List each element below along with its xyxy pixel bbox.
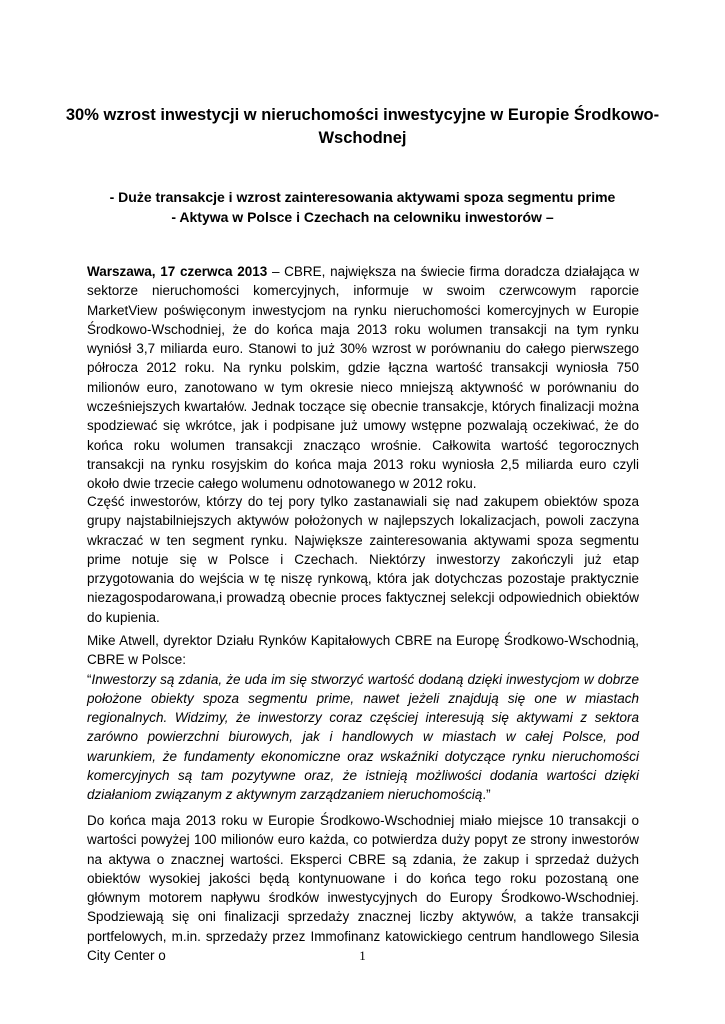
document-title: 30% wzrost inwestycji w nieruchomości inwestycyjne w Europie Środkowo-Wschodnej — [65, 106, 660, 147]
document-subtitle — [60, 187, 665, 227]
subtitle-line-1: - Duże transakcje i wzrost zainteresowania aktywami spoza segmentu prime — [109, 189, 616, 205]
paragraph-2: Część inwestorów, którzy do tej pory tylko zastanawiali się nad zakupem obiektów spoza grupy najstabilniejszych aktywów położonych w najlepszych lokalizacjach, powoli zaczyna wkraczać w ten segment rynku. Największe zainteresowania aktywami spoza segmentu prime notuje się w Polsce i Czechach. Niektórzy inwestorzy zakończyli już etap przygotowania do wejścia w tę niszę rynkową, która jak dotychczas pozostaje praktycznie niezagospodarowana,i prowadzą obecnie proces faktycznej selekcji odpowiednich obiektów do kupienia. — [87, 494, 639, 625]
dateline: Warszawa, 17 czerwca 2013 — [87, 264, 268, 279]
page-number: 1 — [359, 948, 366, 963]
paragraph-4: Do końca maja 2013 roku w Europie Środkowo-Wschodniej miało miejsce 10 transakcji o wartości powyżej 100 milionów euro każda, co potwierdza duży popyt ze strony inwestorów na aktywa o znacznej wartości. Eksperci CBRE są zdania, że zakup i sprzedaż dużych obiektów wysokiej jakości będą kontynuowane i do końca tego roku pozostaną one głównym motorem napływu środków inwestycyjnych do Europy Środkowo-Wschodniej. Spodziewają się oni finalizacji sprzedaży znacznej liczby aktywów, a także transakcji portfelowych, m.in. sprzedaży przez Immofinanz katowickiego centrum handlowego Silesia City Center o — [87, 813, 639, 964]
subtitle-line-2: - Aktywa w Polsce i Czechach na celowniku inwestorów – — [171, 209, 554, 225]
quote-close-mark: .” — [482, 787, 491, 803]
paragraph-3 — [87, 631, 639, 805]
paragraph-1-text: – CBRE, największa na świecie firma doradcza działająca w sektorze nieruchomości komercyjnych, informuje w swoim czerwcowym raporcie MarketView poświęconym inwestycjom na rynku nieruchomości komercyjnych w Europie Środkowo-Wschodniej, że do końca maja 2013 roku wolumen transakcji na tym rynku wyniósł 3,7 miliarda euro. Stanowi to już 30% wzrost w porównaniu do całego pierwszego półrocza 2012 roku. Na rynku polskim, gdzie łączna wartość transakcji wyniosła 750 milionów euro, zanotowano w tym okresie nieco mniejszą aktywność w porównaniu do wcześniejszych kwartałów. Jednak toczące się obecnie transakcje, których finalizacji można spodziewać się wkrótce, jak i podpisane już umowy wstępne pozwalają oczekiwać, że do końca roku wolumen transakcji znacząco wrośnie. Całkowita wartość tegorocznych transakcji na rynku rosyjskim do końca maja 2013 roku wyniosła 2,5 miliarda euro czyli około dwie trzecie całego wolumenu odnotowanego w 2012 roku. — [87, 264, 639, 492]
quote-attribution: Mike Atwell, dyrektor Działu Rynków Kapitałowych CBRE na Europę Środkowo-Wschodnią, CBRE w Polsce: — [87, 633, 639, 668]
quote-text: Inwestorzy są zdania, że uda im się stworzyć wartość dodaną dzięki inwestycjom w dobrze położone obiekty spoza segmentu prime, nawet jeżeli znajdują się one w miastach regionalnych. Widzimy, że inwestorzy coraz częściej interesują się aktywami z sektora zarówno powierzchni biurowych, jak i handlowych w miastach w całej Polsce, pod warunkiem, że fundamenty ekonomiczne oraz wskaźniki dotyczące rynku nieruchomości komercyjnych są tam pozytywne oraz, że istnieją możliwości dodania wartości dzięki działaniom związanym z aktywnym zarządzaniem nieruchomością — [87, 671, 639, 803]
quote-open-mark: “ — [87, 671, 92, 687]
paragraph-1 — [87, 262, 639, 494]
